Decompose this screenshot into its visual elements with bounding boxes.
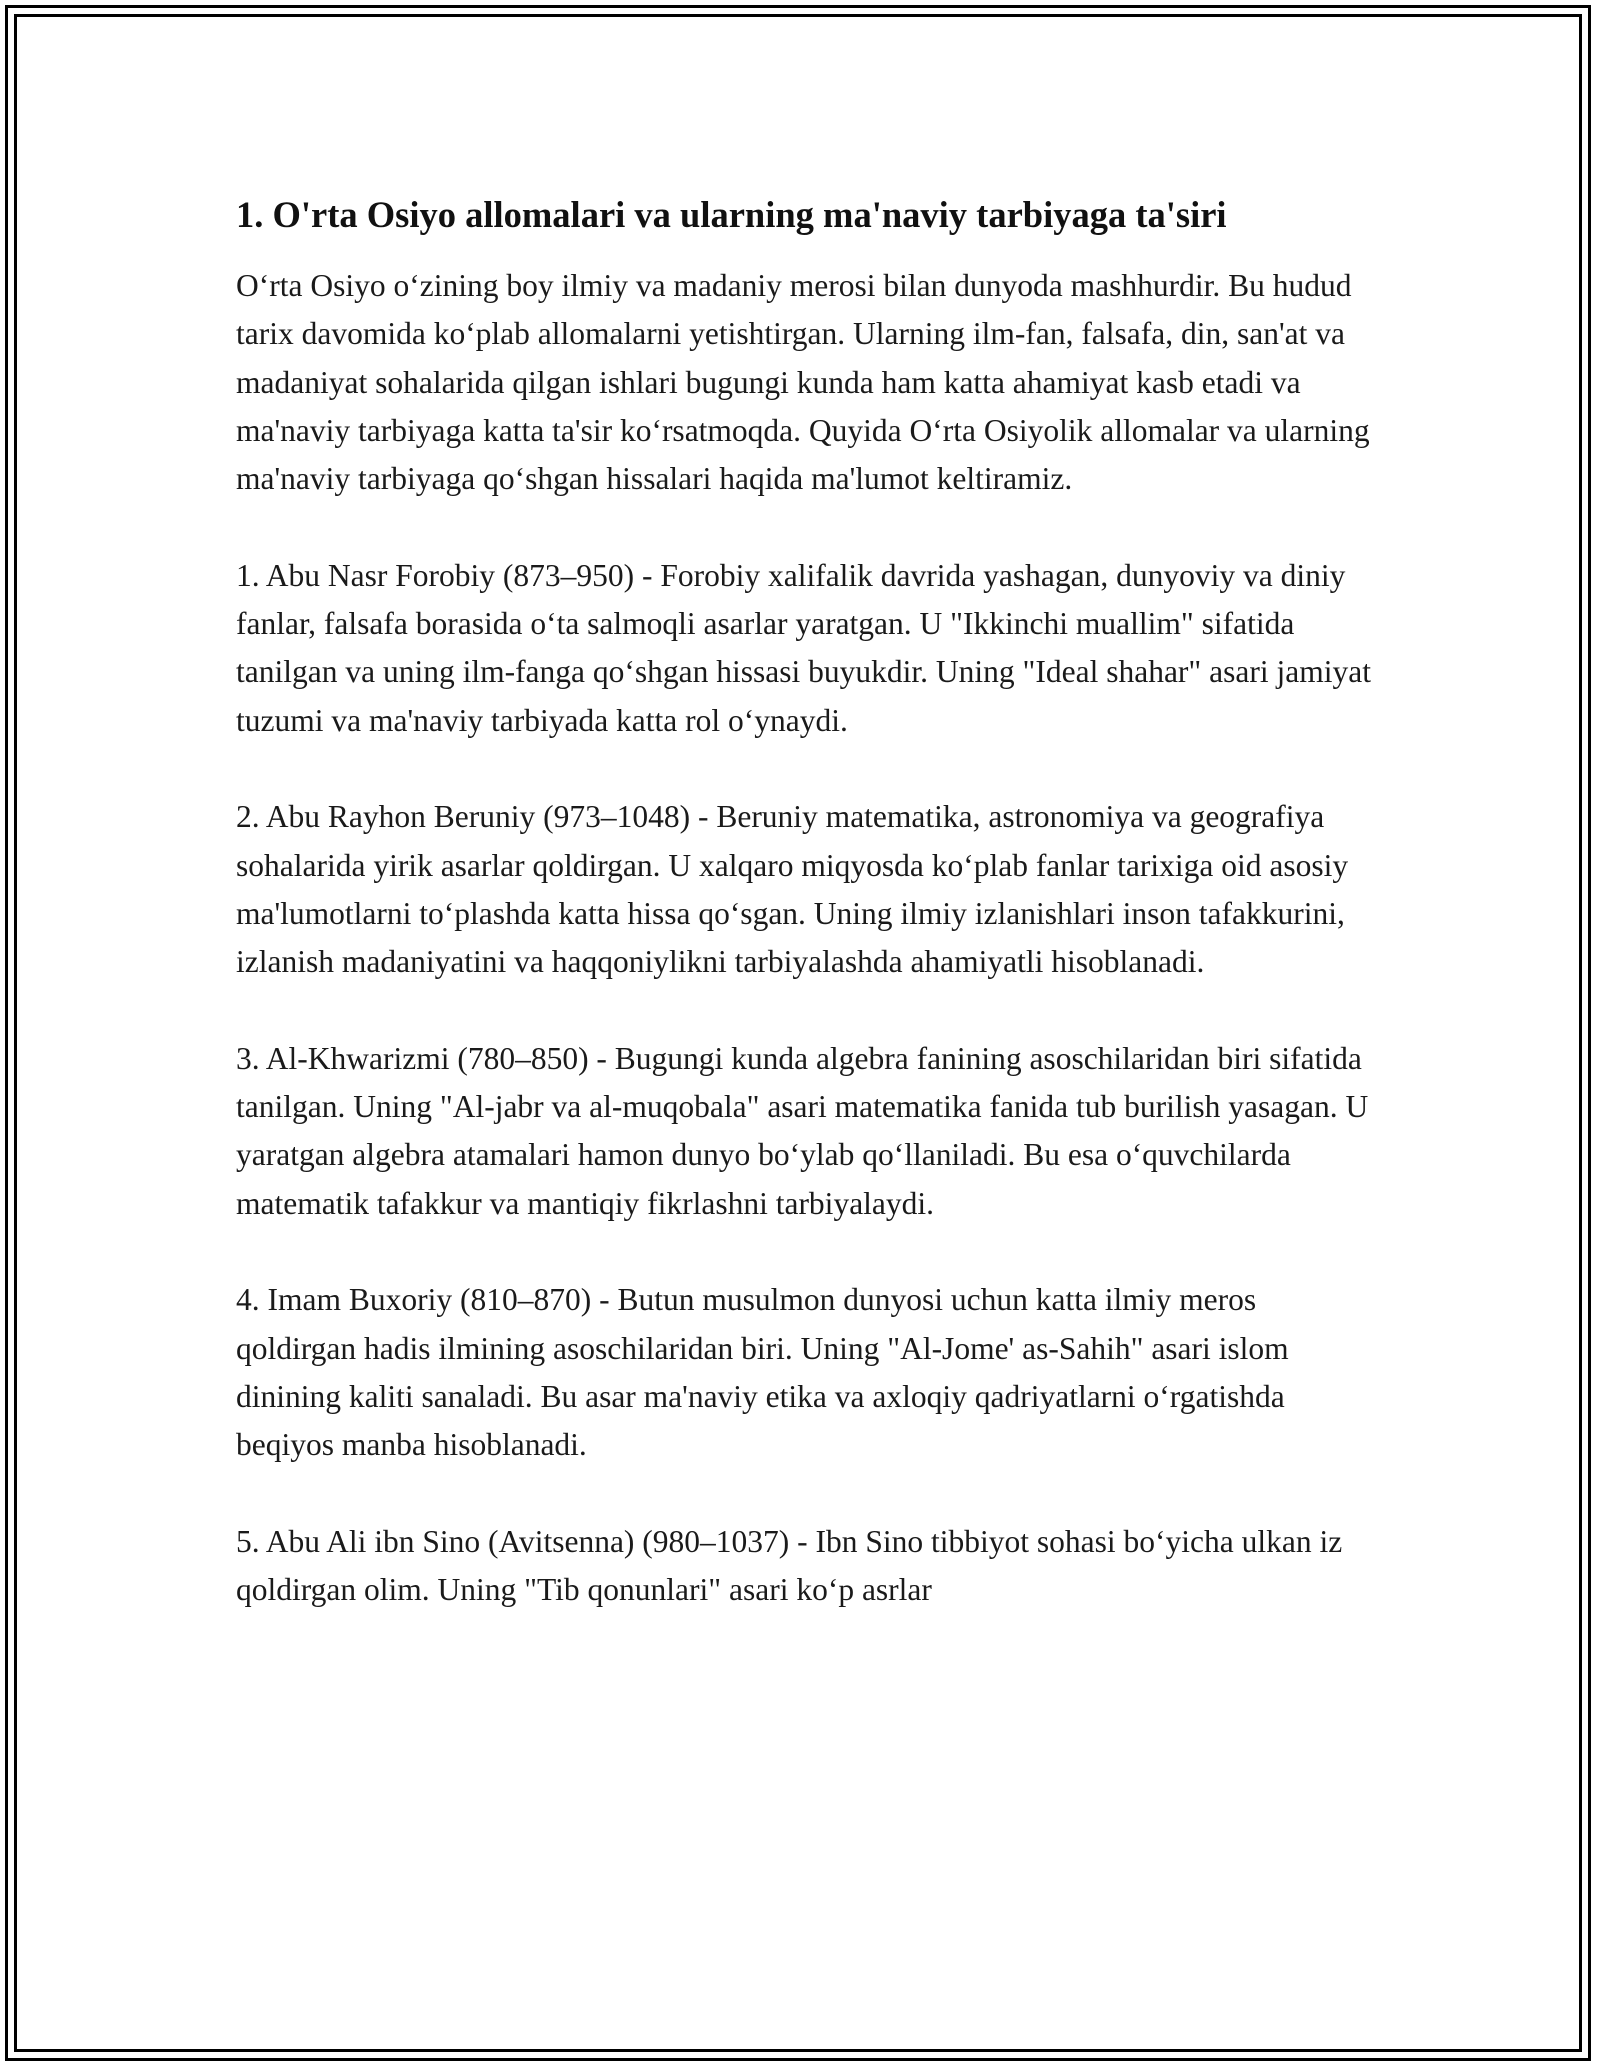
- page-title: 1. O'rta Osiyo allomalari va ularning ma'naviy tarbiyaga ta'siri: [236, 194, 1227, 235]
- scholar-item-ibn-sino: 5. Abu Ali ibn Sino (Avitsenna) (980–1037) - Ibn Sino tibbiyot sohasi bo‘yicha ulkan iz qoldirgan olim. Uning "Tib qonunlari" asari ko‘p asrlar: [236, 1523, 1343, 1608]
- scholar-item-bukhari: 4. Imam Buxoriy (810–870) - Butun musulmon dunyosi uchun katta ilmiy meros qoldirgan hadis ilmining asoschilaridan biri. Uning "Al-Jome' as-Sahih" asari islom dinining kaliti sanaladi. Bu asar ma'naviy etika va axloqiy qadriyatlarni o‘rgatishda beqiyos manba hisoblanadi.: [236, 1282, 1289, 1463]
- scholar-item-farabi: 1. Abu Nasr Forobiy (873–950) - Forobiy xalifalik davrida yashagan, dunyoviy va diniy fanlar, falsafa borasida o‘ta salmoqli asarlar yaratgan. U "Ikkinchi muallim" sifatida tanilgan va uning ilm-fanga qo‘shgan hissasi buyukdir. Uning "Ideal shahar" asari jamiyat tuzumi va ma'naviy tarbiyada katta rol o‘ynaydi.: [236, 557, 1371, 738]
- intro-paragraph: O‘rta Osiyo o‘zining boy ilmiy va madaniy merosi bilan dunyoda mashhurdir. Bu hudud tarix davomida ko‘plab allomalarni yetishtirgan. Ularning ilm-fan, falsafa, din, san'at va madaniyat sohalarida qilgan ishlari bugungi kunda ham katta ahamiyat kasb etadi va ma'naviy tarbiyaga katta ta'sir ko‘rsatmoqda. Quyida O‘rta Osiyolik allomalar va ularning ma'naviy tarbiyaga qo‘shgan hissalari haqida ma'lumot keltiramiz.: [236, 268, 1370, 497]
- scholar-item-beruni: 2. Abu Rayhon Beruniy (973–1048) - Beruniy matematika, astronomiya va geografiya sohalarida yirik asarlar qoldirgan. U xalqaro miqyosda ko‘plab fanlar tarixiga oid asosiy ma'lumotlarni to‘plashda katta hissa qo‘sgan. Uning ilmiy izlanishlari inson tafakkurini, izlanish madaniyatini va haqqoniylikni tarbiyalashda ahamiyatli hisoblanadi.: [236, 799, 1349, 980]
- document-body: [236, 187, 1376, 1663]
- scholar-item-khwarizmi: 3. Al-Khwarizmi (780–850) - Bugungi kunda algebra fanining asoschilaridan biri sifatida tanilgan. Uning "Al-jabr va al-muqobala" asari matematika fanida tub burilish yasagan. U yaratgan algebra atamalari hamon dunyo bo‘ylab qo‘llaniladi. Bu esa o‘quvchilarda matematik tafakkur va mantiqiy fikrlashni tarbiyalaydi.: [236, 1040, 1369, 1221]
